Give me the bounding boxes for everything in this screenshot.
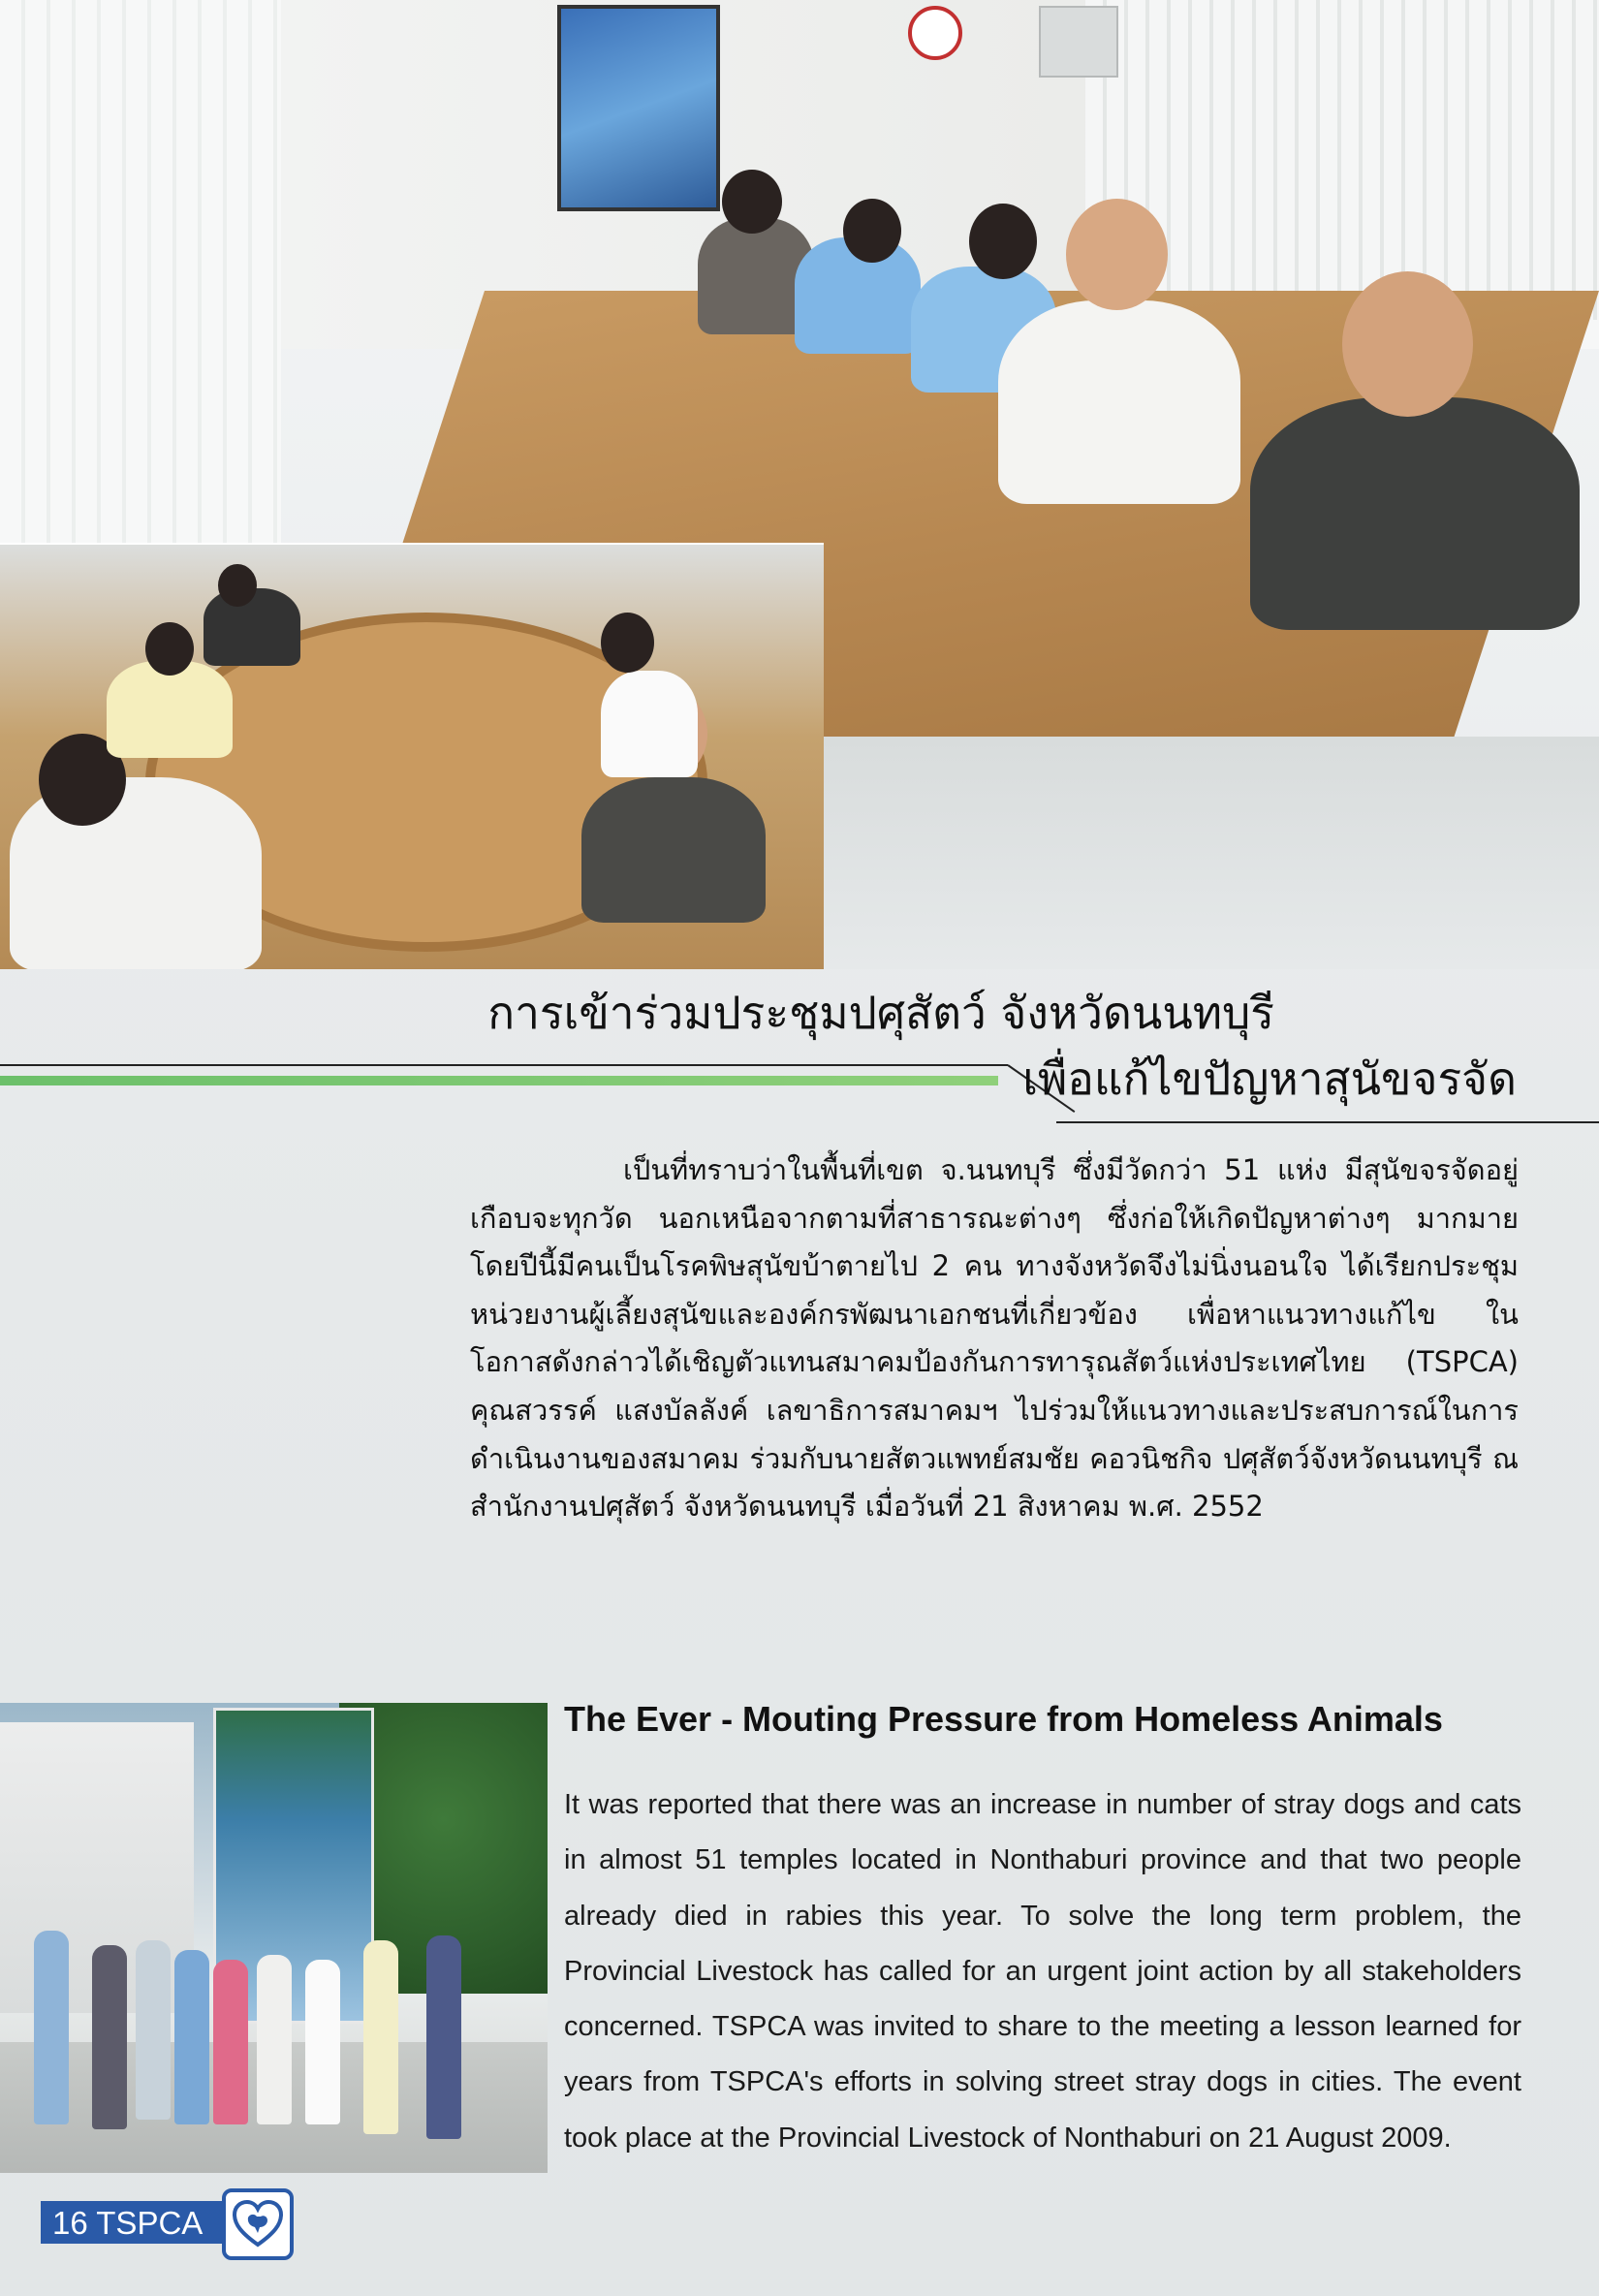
photo-person xyxy=(204,588,300,666)
heart-animal-logo-icon xyxy=(232,2198,284,2250)
photo-person xyxy=(136,1940,171,2120)
photo-person-head xyxy=(601,613,654,673)
meeting-photo xyxy=(0,0,1599,969)
photo-person-head xyxy=(218,564,257,607)
article-body-thai xyxy=(470,1147,1519,1531)
photo-clock xyxy=(908,6,962,60)
photo-person xyxy=(92,1945,127,2129)
tspca-logo xyxy=(222,2188,294,2260)
photo-air-conditioner xyxy=(1039,6,1118,78)
thai-paragraph: เป็นที่ทราบว่าในพื้นที่เขต จ.นนทบุรี ซึ่งมีวัดกว่า 51 แห่ง มีสุนัขจรจัดอยู่เกือบจะทุกวัด นอกเหนือจากตามที่สาธารณะต่างๆ ซึ่งก่อให้เกิดปัญหาต่างๆ มากมาย โดยปีนี้มีคนเป็นโรคพิษสุนัขบ้าตายไป 2 คน ทางจังหวัดจึงไม่นิ่งนอนใจ ได้เรียกประชุมหน่วยงานผู้เลี้ยงสุนัขและองค์กรพัฒนาเอกชนที่เกี่ยวข้อง เพื่อหาแนวทางแก้ไข ในโอกาสดังกล่าวได้เชิญตัวแทนสมาคมป้องกันการทารุณสัตว์แห่งประเทศไทย (TSPCA) คุณสวรรค์ แสงบัลลังค์ เลขาธิการสมาคมฯ ไปร่วมให้แนวทางและประสบการณ์ในการดำเนินงานของสมาคม ร่วมกับนายสัตวแพทย์สมชัย คอวนิชกิจ ปศุสัตว์จังหวัดนนทบุรี ณ สำนักงานปศุสัตว์ จังหวัดนนทบุรี เมื่อวันที่ 21 สิงหาคม พ.ศ. 2552 xyxy=(470,1153,1519,1524)
group-photo xyxy=(0,1703,548,2173)
article-heading-english: The Ever - Mouting Pressure from Homeless Animals xyxy=(564,1699,1443,1739)
page-number-tag xyxy=(41,2201,225,2244)
photo-person xyxy=(213,1960,248,2124)
photo-person-head xyxy=(969,204,1037,279)
english-paragraph: It was reported that there was an increase in number of stray dogs and cats in almost 51 temples located in Nonthaburi province and that two people already died in rabies this year. To solve the long term problem, the Provincial Livestock has called for an urgent joint action by all stakeholders concerned. TSPCA was invited to share to the meeting a lesson learned for years from TSPCA's efforts in solving street stray dogs in cities. The event took place at the Provincial Livestock of Nonthaburi on 21 August 2009. xyxy=(564,1789,1521,2154)
photo-person xyxy=(426,1935,461,2139)
title-accent-bar xyxy=(0,1076,998,1085)
photo-person xyxy=(34,1931,69,2124)
photo-person-head xyxy=(1066,199,1168,310)
article-title-thai-line-1: การเข้าร่วมประชุมปศุสัตว์ จังหวัดนนทบุรี xyxy=(487,987,1274,1039)
photo-person-head xyxy=(843,199,901,263)
photo-person xyxy=(581,777,766,923)
photo-wall-poster xyxy=(557,5,720,211)
title-rule xyxy=(1056,1121,1599,1123)
photo-window-left xyxy=(0,0,281,582)
title-rule xyxy=(0,1064,1008,1066)
article-title-thai-line-2: เพื่อแก้ไขปัญหาสุนัขจรจัด xyxy=(1022,1053,1517,1105)
photo-person xyxy=(305,1960,340,2124)
photo-person xyxy=(107,661,233,758)
page-number-label: 16 TSPCA xyxy=(52,2205,204,2241)
meeting-photo-inset xyxy=(0,543,824,969)
photo-person xyxy=(174,1950,209,2124)
photo-person xyxy=(363,1940,398,2134)
photo-person-head xyxy=(722,170,782,234)
photo-person xyxy=(998,300,1240,504)
photo-person-head xyxy=(145,622,194,676)
photo-person xyxy=(601,671,698,777)
photo-fade xyxy=(824,737,1599,969)
photo-person xyxy=(1250,397,1580,630)
photo-person xyxy=(257,1955,292,2124)
article-body-english xyxy=(564,1777,1521,2166)
photo-person-head xyxy=(1342,271,1473,417)
